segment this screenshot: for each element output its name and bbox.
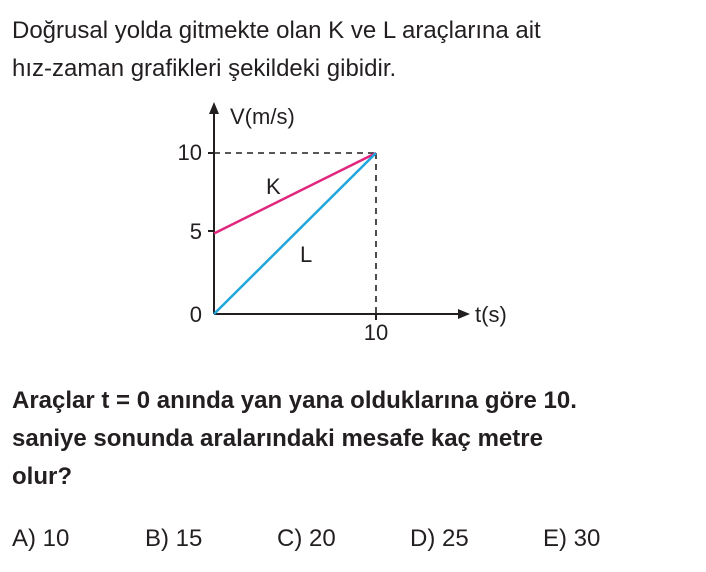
y-axis-label: V(m/s) (230, 104, 295, 129)
option-d[interactable]: D) 25 (410, 525, 469, 552)
series-l-label: L (300, 242, 313, 267)
y-tick-label-10: 10 (177, 140, 202, 165)
series-k-line (214, 153, 376, 234)
option-e[interactable]: E) 30 (543, 525, 601, 552)
option-c[interactable]: C) 20 (277, 525, 336, 552)
x-axis-arrow (458, 309, 470, 319)
question-text (12, 382, 692, 496)
intro-line-2: hız-zaman grafikleri şekildeki gibidir. (12, 55, 397, 82)
series-l-line (214, 153, 376, 314)
y-tick-label-5: 5 (189, 219, 202, 244)
question-line-3: olur? (12, 463, 72, 490)
option-a[interactable]: A) 10 (12, 525, 70, 552)
option-b[interactable]: B) 15 (145, 525, 203, 552)
question-line-2: saniye sonunda aralarındaki mesafe kaç metre (12, 425, 543, 452)
y-tick-label-0: 0 (189, 302, 202, 327)
intro-line-1: Doğrusal yolda gitmekte olan K ve L araçlarına ait (12, 17, 541, 44)
x-axis-label: t(s) (475, 302, 507, 327)
x-tick-label-10: 10 (363, 320, 389, 345)
y-axis-arrow (209, 102, 219, 114)
series-k-label: K (266, 174, 281, 199)
question-line-1: Araçlar t = 0 anında yan yana olduklarına göre 10. (12, 387, 577, 414)
